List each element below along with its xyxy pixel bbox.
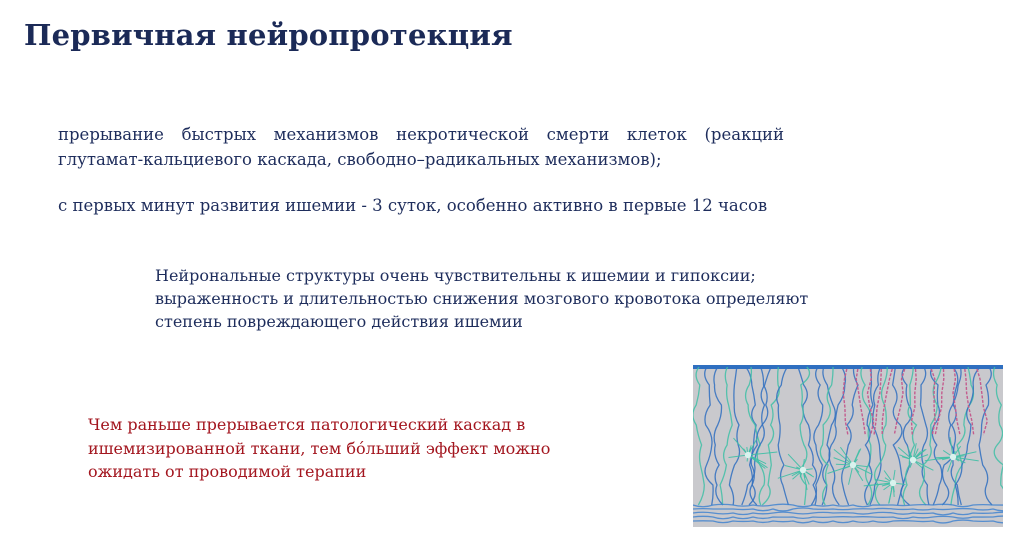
vessel-strand: [714, 367, 723, 505]
top-membrane: [693, 365, 1003, 369]
vessel-strand: [693, 367, 704, 505]
vessel-strand: [942, 367, 961, 505]
damaged-dendrite: [935, 369, 944, 435]
highlight-line: ожидать от проводимой терапии: [88, 462, 367, 481]
vessel-strand: [705, 367, 713, 505]
highlight-block: [88, 413, 588, 484]
vessel-strand: [955, 367, 980, 505]
neural-tissue-illustration: [693, 365, 1003, 527]
highlight-line: ишемизированной ткани, тем бóльший эффект можно: [88, 438, 551, 458]
base-membrane: [693, 508, 1003, 511]
sensitivity-line: степень повреждающего действия ишемии: [155, 312, 523, 331]
vessel-strand: [993, 367, 1003, 505]
neuron-soma: [745, 452, 751, 458]
neuron-soma: [800, 467, 806, 473]
vessel-strand: [931, 367, 942, 505]
base-membrane: [693, 512, 1003, 515]
paragraph-mechanisms: прерывание быстрых механизмов некротической смерти клеток (реакций глутамат-кальциевого каскада, свободно–радикальных механизмов);: [58, 125, 784, 169]
neuron-soma: [910, 457, 916, 463]
vessel-strand: [820, 367, 833, 505]
neural-tissue-image: [693, 365, 1003, 527]
slide-title: Первичная нейропротекция: [24, 18, 513, 52]
base-membrane: [693, 520, 1003, 523]
sensitivity-line: выраженность и длительностью снижения мозгового кровотока определяют: [155, 289, 809, 308]
vessel-strand: [729, 367, 739, 505]
neuron-soma: [950, 454, 956, 460]
neuron-soma: [890, 480, 896, 486]
paragraph-timing: с первых минут развития ишемии - 3 суток, особенно активно в первые 12 часов: [58, 196, 768, 215]
highlight-line: Чем раньше прерывается патологический каскад в: [88, 415, 526, 434]
base-membrane: [693, 516, 1003, 519]
sensitivity-block: [155, 264, 855, 333]
neuron-process: [788, 454, 803, 470]
vessel-strand: [720, 367, 732, 505]
neuron-soma: [850, 462, 856, 468]
sensitivity-line: Нейрональные структуры очень чувствительны к ишемии и гипоксии;: [155, 266, 756, 285]
neuron-process: [913, 460, 933, 470]
damaged-dendrite: [965, 369, 974, 435]
damaged-dendrite: [953, 369, 960, 435]
